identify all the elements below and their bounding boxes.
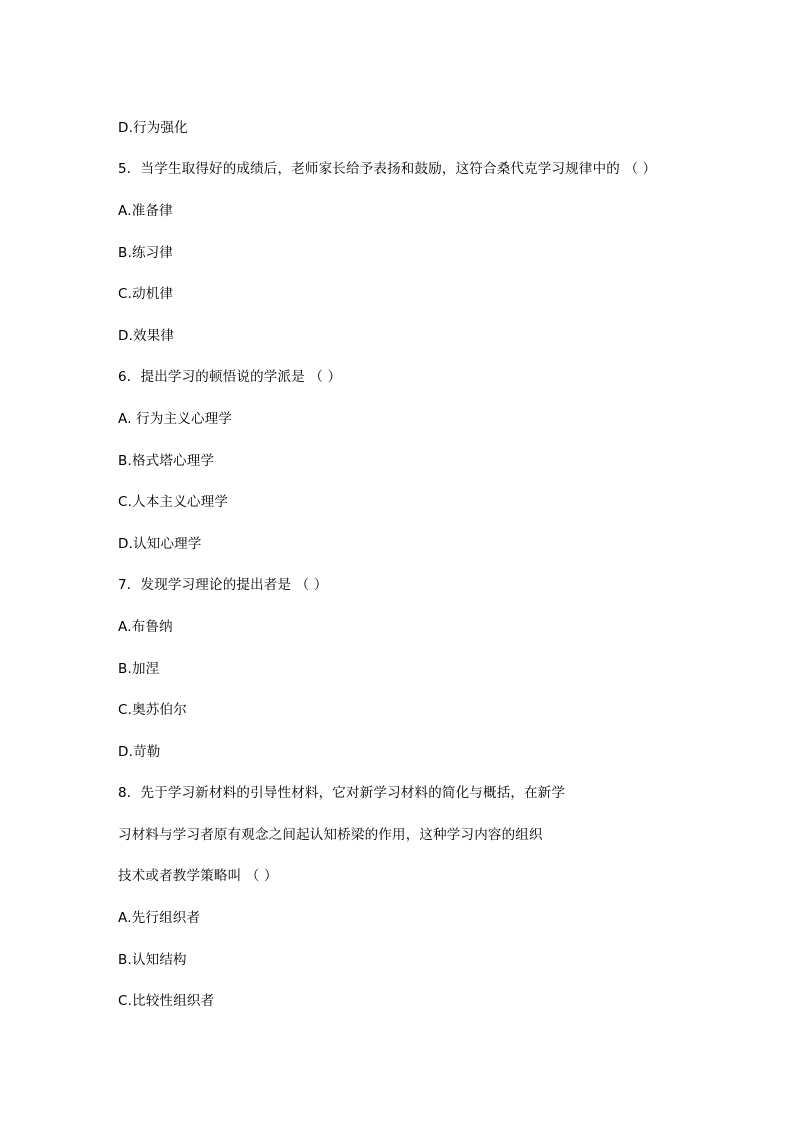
- option-c-q8: C.比较性组织者: [118, 993, 215, 1009]
- option-d-q7: D.苛勒: [118, 744, 161, 760]
- option-a-q8: A.先行组织者: [118, 910, 201, 926]
- question-8-line-3: 技术或者教学策略叫 （ ）: [118, 868, 278, 884]
- option-b-q6: B.格式塔心理学: [118, 453, 215, 469]
- option-d-q5: D.效果律: [118, 328, 175, 344]
- question-5: 5．当学生取得好的成绩后，老师家长给予表扬和鼓励，这符合桑代克学习规律中的 （ ）: [118, 161, 657, 177]
- question-8-line-1: 8．先于学习新材料的引导性材料，它对新学习材料的简化与概括，在新学: [118, 785, 566, 801]
- option-b-q7: B.加涅: [118, 661, 160, 677]
- question-7: 7．发现学习理论的提出者是 （ ）: [118, 577, 328, 593]
- option-c-q6: C.人本主义心理学: [118, 494, 229, 510]
- option-d-q4: D.行为强化: [118, 120, 188, 136]
- option-d-q6: D.认知心理学: [118, 536, 202, 552]
- option-c-q5: C.动机律: [118, 286, 174, 302]
- question-8-line-2: 习材料与学习者原有观念之间起认知桥梁的作用，这种学习内容的组织: [118, 827, 543, 843]
- option-a-q6: A. 行为主义心理学: [118, 411, 233, 427]
- option-b-q5: B.练习律: [118, 245, 174, 261]
- question-6: 6．提出学习的顿悟说的学派是 （ ）: [118, 369, 342, 385]
- option-b-q8: B.认知结构: [118, 952, 187, 968]
- option-c-q7: C.奥苏伯尔: [118, 702, 187, 718]
- option-a-q5: A.准备律: [118, 203, 173, 219]
- option-a-q7: A.布鲁纳: [118, 619, 173, 635]
